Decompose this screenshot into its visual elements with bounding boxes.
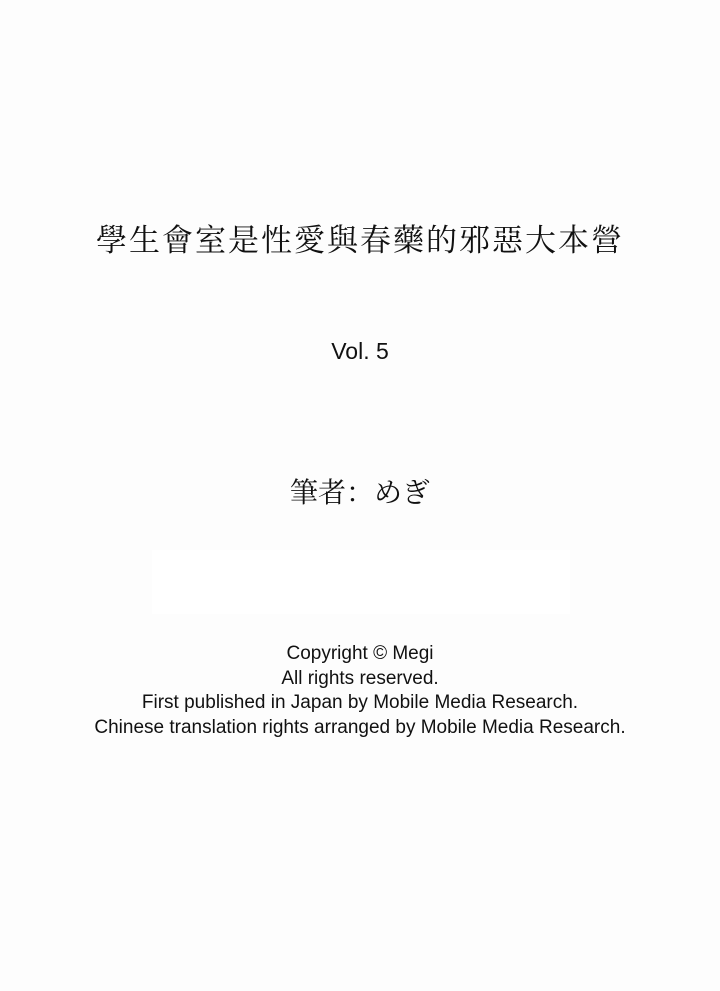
copyright-line-rights: All rights reserved. <box>281 667 439 689</box>
series-title: 學生會室是性愛與春藥的邪惡大本營 <box>96 223 624 258</box>
copyright-block <box>0 642 720 740</box>
volume-label: Vol. 5 <box>331 338 389 364</box>
copyright-line-holder: Copyright © Megi <box>286 643 434 664</box>
scan-artifact-rectangle <box>152 550 570 614</box>
copyright-line-publisher: First published in Japan by Mobile Media Research. <box>141 692 579 713</box>
author-line: 筆者：めぎ <box>289 477 430 508</box>
copyright-line-translation: Chinese translation rights arranged by Mobile Media Research. <box>94 716 626 738</box>
